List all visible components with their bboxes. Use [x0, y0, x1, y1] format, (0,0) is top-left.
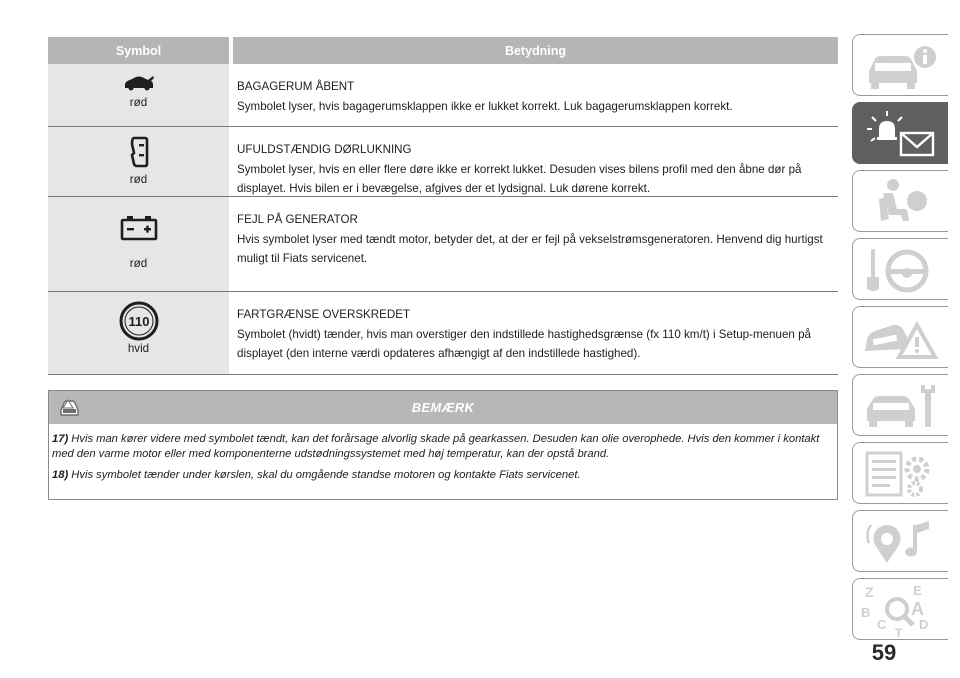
- symbol-description: Symbolet (hvidt) tænder, hvis man overstiger den indstillede hastighedsgrænse (fx 110 km/t) i Setup-menuen på displayet (den interne værdi opdateres afhængigt af den indstillede hastighed).: [237, 327, 811, 360]
- alphabet-index-icon: [859, 583, 943, 637]
- tab-safety[interactable]: [852, 170, 948, 232]
- symbol-description: Symbolet lyser, hvis bagagerumsklappen ikke er lukket korrekt. Luk bagagerumsklappen korrekt.: [237, 99, 733, 113]
- symbol-title: FEJL PÅ GENERATOR: [237, 213, 358, 226]
- column-header-symbol: Symbol: [48, 37, 229, 64]
- note-item: [52, 432, 827, 462]
- note-box: [48, 390, 838, 500]
- car-wrench-icon: [859, 379, 943, 433]
- note-number: 18): [52, 469, 69, 481]
- note-text: Hvis symbolet tænder under kørslen, skal du omgående standse motoren og kontakte Fiats servicenet.: [71, 469, 581, 481]
- list-gear-icon: [859, 447, 943, 501]
- column-header-meaning: Betydning: [233, 37, 838, 64]
- symbol-title: BAGAGERUM ÅBENT: [237, 80, 355, 93]
- svg-text:D: D: [919, 617, 929, 632]
- symbol-cell: [48, 197, 229, 291]
- tab-technical-data[interactable]: [852, 442, 948, 504]
- tab-multimedia[interactable]: [852, 510, 948, 572]
- svg-text:A: A: [911, 599, 924, 619]
- battery-icon: [119, 213, 159, 243]
- page-number: 59: [871, 640, 897, 665]
- table-row: [48, 64, 838, 127]
- note-text: Hvis man kører videre med symbolet tændt, kan det forårsage alvorlig skade på gearkassen. Desuden kan olie overophede. Hvis den kommer i kontakt med den varme motor eller med komponenterne udstødningssystemet med høj temperatur, kan der opstå brand.: [52, 433, 820, 460]
- tab-starting-driving[interactable]: [852, 238, 948, 300]
- table-row: [48, 292, 838, 375]
- tab-warning-lights[interactable]: [852, 102, 948, 164]
- symbol-color-label: rød: [129, 257, 148, 270]
- seat-airbag-icon: [859, 175, 943, 229]
- svg-text:Z: Z: [865, 584, 874, 600]
- symbol-cell: [48, 127, 229, 196]
- speed-limit-icon: [118, 300, 160, 342]
- open-trunk-icon: [122, 72, 156, 92]
- key-steering-wheel-icon: [859, 243, 943, 297]
- symbol-color-label: hvid: [127, 342, 150, 355]
- warning-symbol-table: [48, 37, 838, 375]
- location-music-icon: [859, 515, 943, 569]
- meaning-cell: [233, 292, 838, 374]
- warning-light-message-icon: [859, 107, 943, 161]
- table-row: [48, 127, 838, 197]
- symbol-description: Symbolet lyser, hvis en eller flere døre ikke er korrekt lukket. Desuden vises bilens profil med den åbne dør på displayet. Hvis bilen er i bevægelse, afgives der et lydsignal. Luk dørene korrekt.: [237, 162, 802, 195]
- symbol-title: UFULDSTÆNDIG DØRLUKNING: [237, 143, 412, 156]
- symbol-description: Hvis symbolet lyser med tændt motor, betyder det, at der er fejl på vekselstrømsgeneratoren. Henvend dig hurtigst muligt til Fiats servicenet.: [237, 232, 823, 265]
- car-info-icon: [859, 39, 943, 93]
- note-body: [49, 424, 837, 483]
- symbol-title: FARTGRÆNSE OVERSKREDET: [237, 308, 411, 321]
- symbol-cell: [48, 64, 229, 126]
- meaning-cell: [233, 64, 838, 126]
- svg-text:C: C: [877, 617, 887, 632]
- svg-text:B: B: [861, 605, 871, 620]
- table-header: [48, 37, 838, 64]
- svg-text:E: E: [913, 583, 922, 598]
- note-header: [49, 391, 837, 424]
- table-row: [48, 197, 838, 292]
- tab-car-info[interactable]: [852, 34, 948, 96]
- meaning-cell: [233, 197, 838, 291]
- note-number: 17): [52, 433, 69, 445]
- svg-text:T: T: [895, 626, 903, 637]
- speed-limit-value: 110: [128, 314, 149, 329]
- meaning-cell: [233, 127, 838, 196]
- tab-index[interactable]: [852, 578, 948, 640]
- tab-emergency[interactable]: [852, 306, 948, 368]
- note-title: BEMÆRK: [411, 400, 475, 415]
- symbol-color-label: rød: [129, 173, 148, 186]
- note-item: [52, 468, 827, 483]
- car-warning-icon: [57, 397, 81, 419]
- tab-maintenance[interactable]: [852, 374, 948, 436]
- door-open-icon: [128, 135, 150, 169]
- symbol-cell: [48, 292, 229, 374]
- symbol-color-label: rød: [129, 96, 148, 109]
- car-accident-warning-icon: [859, 311, 943, 365]
